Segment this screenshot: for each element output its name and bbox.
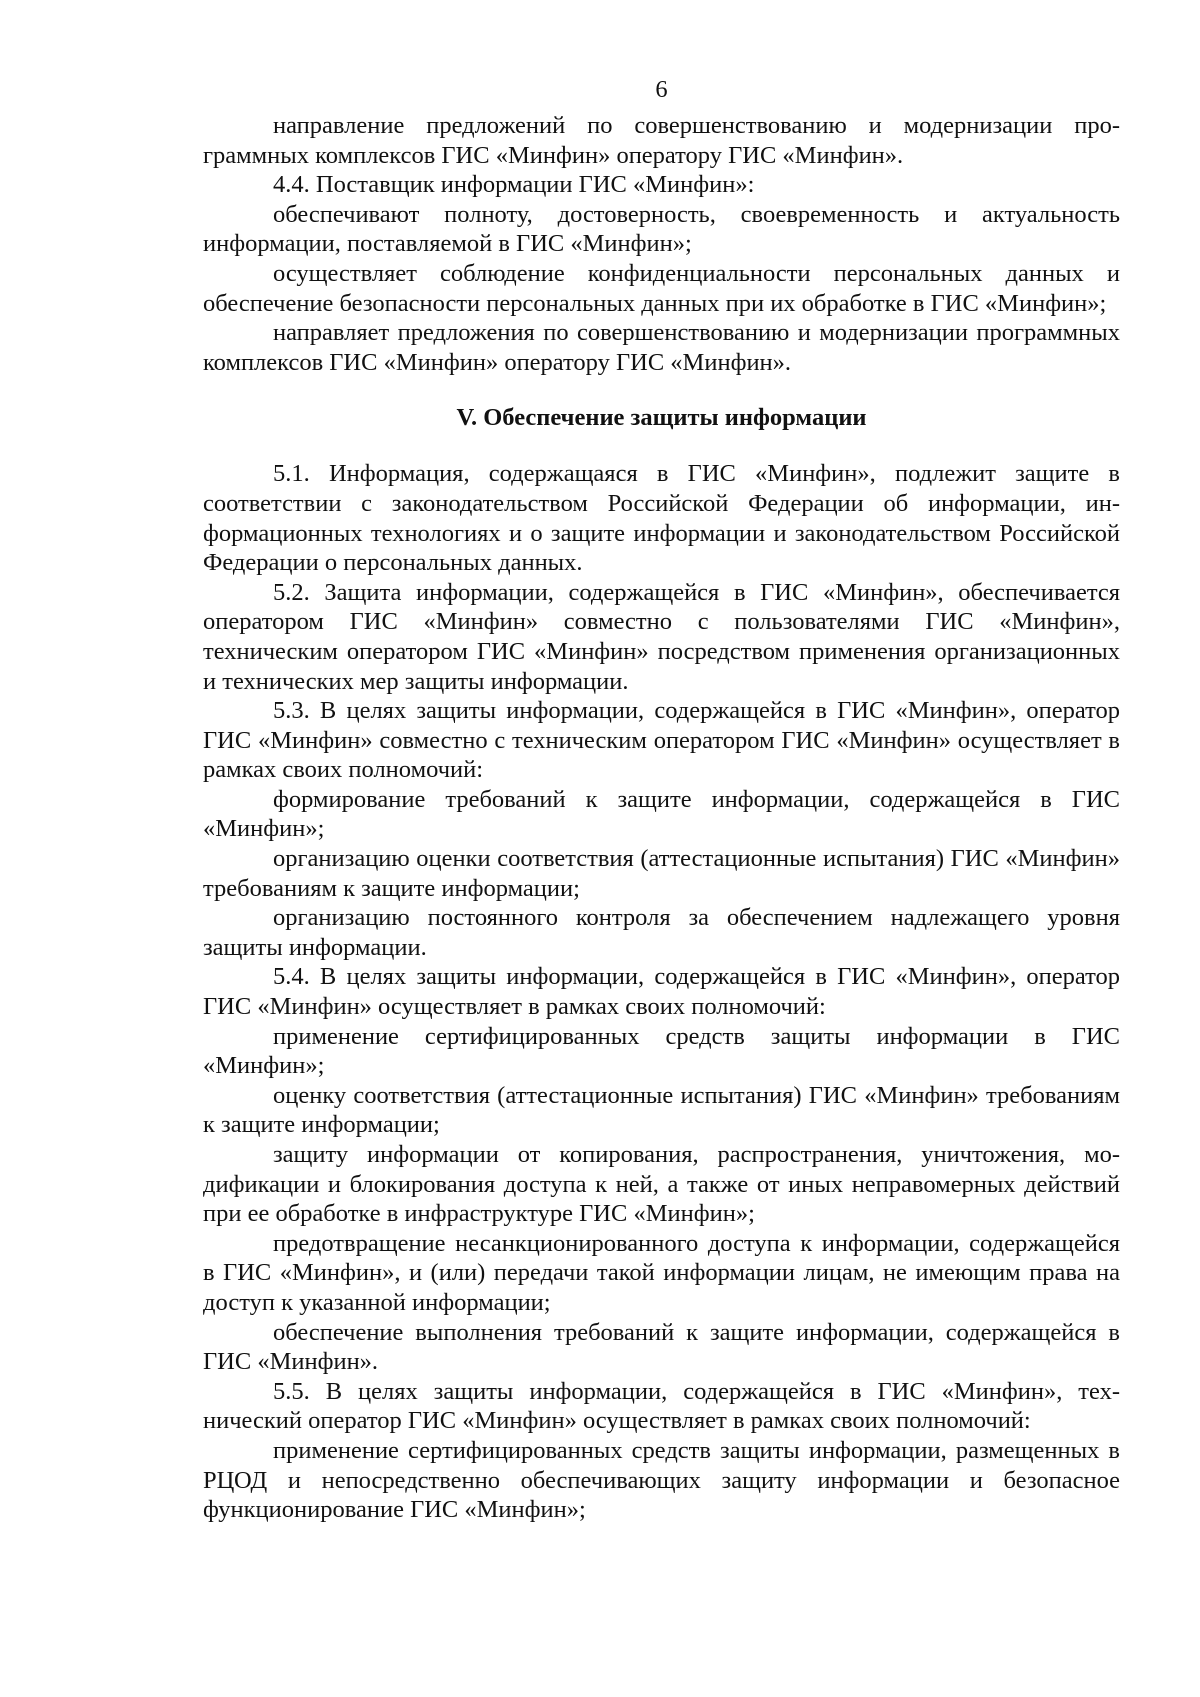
- paragraph-certified-means: применение сертифицированных средств защиты информации в ГИС «Минфин»;: [203, 1022, 1120, 1080]
- paragraph-conformity-assessment: оценку соответствия (аттестационные испытания) ГИС «Минфин» требованиям к защите информации;: [203, 1081, 1120, 1139]
- paragraph-5-4: 5.4. В целях защиты информации, содержащейся в ГИС «Минфин», оператор ГИС «Минфин» осуществляет в рамках своих полномочий:: [203, 963, 1120, 1021]
- page-number: 6: [655, 76, 668, 103]
- paragraph-conformity-organization: организацию оценки соответствия (аттестационные испытания) ГИС «Минфин» требованиям к защите информации;: [203, 845, 1120, 902]
- paragraph-unauthorized-access: предотвращение несанкционированного доступа к информации, содержащейся в ГИС «Минфин», и (или) передачи такой информации лицам, не имеющим права на доступ к указанной информации;: [203, 1229, 1120, 1316]
- paragraph-4-4: 4.4. Поставщик информации ГИС «Минфин»:: [273, 171, 755, 199]
- paragraph-5-5: 5.5. В целях защиты информации, содержащейся в ГИС «Минфин», технический оператор ГИС «Минфин» осуществляет в рамках своих полномочий:: [203, 1377, 1120, 1435]
- paragraph-copy-protection: защиту информации от копирования, распространения, уничтожения, модификации и блокирования доступа к ней, а также от иных неправомерных действий при ее обработке в инфраструктуре ГИС «Минфин»;: [203, 1141, 1120, 1228]
- paragraph-5-2: 5.2. Защита информации, содержащейся в ГИС «Минфин», обеспечивается оператором ГИС «Минфин» совместно с пользователями ГИС «Минфин», техническим оператором ГИС «Минфин» посредством применения организационных и технических мер защиты информации.: [203, 578, 1120, 695]
- paragraph-proposals-directs: направляет предложения по совершенствованию и модернизации программных комплексов ГИС «Минфин» оператору ГИС «Минфин».: [203, 319, 1120, 376]
- paragraph-completeness: обеспечивают полноту, достоверность, своевременность и актуальность информации, поставляемой в ГИС «Минфин»;: [203, 200, 1120, 258]
- section-heading: V. Обеспечение защиты информации: [456, 404, 867, 432]
- paragraph-5-1: 5.1. Информация, содержащаяся в ГИС «Минфин», подлежит защите в соответствии с законодательством Российской Федерации об информации, информационных технологиях и о защите информации и законодательством Российской Федерации о персональных данных.: [203, 460, 1120, 577]
- paragraph-certified-means-rcod: применение сертифицированных средств защиты информации, размещенных в РЦОД и непосредственно обеспечивающих защиту информации и безопасное функционирование ГИС «Минфин»;: [203, 1436, 1120, 1524]
- paragraph-proposals-direction: направление предложений по совершенствованию и модернизации программных комплексов ГИС «Минфин» оператору ГИС «Минфин».: [203, 112, 1120, 169]
- paragraph-5-3: 5.3. В целях защиты информации, содержащейся в ГИС «Минфин», оператор ГИС «Минфин» совместно с техническим оператором ГИС «Минфин» осуществляет в рамках своих полномочий:: [203, 697, 1120, 784]
- paragraph-confidentiality: осуществляет соблюдение конфиденциальности персональных данных и обеспечение безопасности персональных данных при их обработке в ГИС «Минфин»;: [203, 259, 1120, 317]
- paragraph-constant-control: организацию постоянного контроля за обеспечением надлежащего уровня защиты информации.: [203, 904, 1120, 961]
- paragraph-requirements-fulfillment: обеспечение выполнения требований к защите информации, содержащейся в ГИС «Минфин».: [203, 1318, 1120, 1376]
- document-page: [203, 68, 1120, 1525]
- paragraph-requirements-forming: формирование требований к защите информации, содержащейся в ГИС «Минфин»;: [203, 785, 1120, 843]
